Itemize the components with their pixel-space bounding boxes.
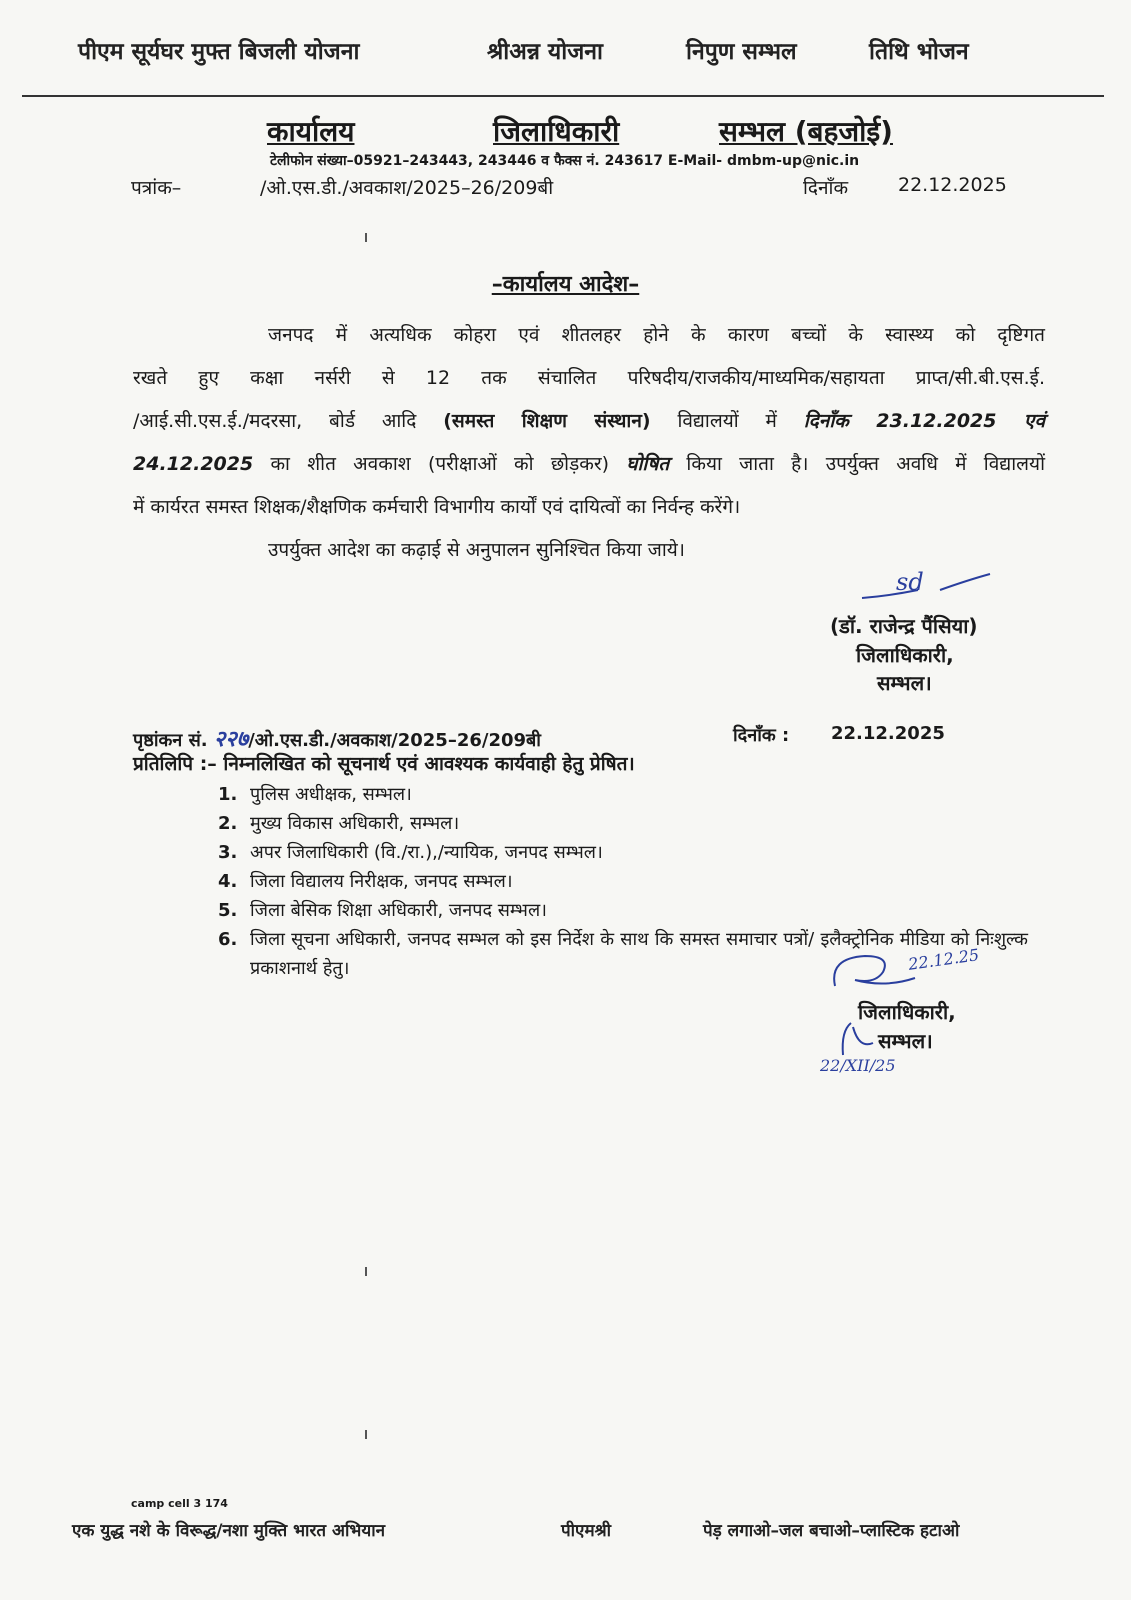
scan-speck — [365, 1267, 367, 1276]
endorsement-date-label: दिनाँक : — [733, 725, 790, 746]
order-body — [133, 314, 1045, 572]
handwritten-date-2: 22/XII/25 — [820, 1056, 896, 1075]
handwritten-dispatch-no: २२७ — [213, 726, 249, 752]
contact-info: टेलीफोन संख्या–05921–243443, 243446 व फैक्स नं. 243617 E-Mail- dmbm-up@nic.in — [270, 153, 860, 169]
office-designation: जिलाधिकारी — [493, 115, 620, 148]
signatory2-designation: जिलाधिकारी, — [858, 1000, 956, 1024]
copy-line: प्रतिलिपि :– निम्नलिखित को सूचनार्थ एवं आवश्यक कार्यवाही हेतु प्रेषित। — [133, 753, 635, 775]
endorsement-date: 22.12.2025 — [831, 723, 945, 744]
scan-speck — [365, 233, 367, 242]
scan-speck — [365, 1430, 367, 1439]
footer-slogan-environment: पेड़ लगाओ–जल बचाओ–प्लास्टिक हटाओ — [703, 1521, 960, 1541]
list-item: 6. जिला सूचना अधिकारी, जनपद सम्भल को इस निर्देश के साथ कि समस्त समाचार पत्रों/ इलैक्ट्रोनिक मीडिया को निःशुल्क प्रकाशनार्थ हेतु। — [218, 929, 1028, 979]
ref-number: /ओ.एस.डी./अवकाश/2025–26/209बी — [260, 177, 554, 199]
list-item: 1. पुलिस अधीक्षक, सम्भल। — [218, 784, 412, 805]
ref-date-label: दिनाँक — [803, 177, 849, 199]
scheme-tithi-bhojan: तिथि भोजन — [869, 39, 969, 65]
order-line-3: /आई.सी.एस.ई./मदरसा, बोर्ड आदि (समस्त शिक्षण संस्थान) विद्यालयों में दिनाँक 23.12.2025 एवं — [133, 410, 1046, 432]
order-heading: –कार्यालय आदेश– — [491, 272, 640, 297]
footer-slogan-nasha: एक युद्ध नशे के विरूद्ध/नशा मुक्ति भारत अभियान — [72, 1521, 386, 1541]
handwritten-date: 22.12.25 — [907, 945, 981, 974]
order-line-2: रखते हुए कक्षा नर्सरी से 12 तक संचालित परिषदीय/राजकीय/माध्यमिक/सहायता प्राप्त/सी.बी.एस.ई. — [133, 367, 1045, 389]
order-line-5: में कार्यरत समस्त शिक्षक/शैक्षणिक कर्मचारी विभागीय कार्यों एवं दायित्वों का निर्वन्ह करेंगे। — [133, 496, 741, 518]
signatory-designation: जिलाधिकारी, — [856, 643, 954, 667]
ref-label: पत्रांक– — [131, 177, 182, 199]
office-place: सम्भल (बहजोई) — [719, 115, 893, 148]
list-item: 5. जिला बेसिक शिक्षा अधिकारी, जनपद सम्भल। — [218, 900, 547, 921]
order-line-6: उपर्युक्त आदेश का कढ़ाई से अनुपालन सुनिश्चित किया जाये। — [268, 539, 685, 561]
scheme-suryaghar: पीएम सूर्यघर मुफ्त बिजली योजना — [78, 39, 360, 65]
list-item: 2. मुख्य विकास अधिकारी, सम्भल। — [218, 813, 460, 834]
signature-stroke — [858, 568, 993, 608]
scheme-nipun: निपुण सम्भल — [686, 39, 797, 65]
signatory2-place: सम्भल। — [878, 1029, 933, 1053]
order-line-1: जनपद में अत्यधिक कोहरा एवं शीतलहर होने के कारण बच्चों के स्वास्थ्य को दृष्टिगत — [268, 324, 1045, 346]
signature-mark: sd — [896, 568, 924, 596]
footer-slogan-pmshri: पीएमश्री — [561, 1521, 612, 1541]
list-item: 4. जिला विद्यालय निरीक्षक, जनपद सम्भल। — [218, 871, 513, 892]
header-divider — [22, 95, 1104, 97]
office-word: कार्यालय — [267, 115, 355, 148]
order-line-4: 24.12.2025 का शीत अवकाश (परीक्षाओं को छोड़कर) घोषित किया जाता है। उपर्युक्त अवधि में विद्यालयों — [133, 453, 1045, 475]
endorsement-line: पृष्ठांकन सं. २२७/ओ.एस.डी./अवकाश/2025–26/209बी — [133, 726, 541, 752]
scheme-shreeann: श्रीअन्न योजना — [487, 39, 604, 65]
initials-stroke — [835, 1015, 880, 1060]
list-item: 3. अपर जिलाधिकारी (वि./रा.),/न्यायिक, जनपद सम्भल। — [218, 842, 603, 863]
signatory-place: सम्भल। — [877, 671, 932, 695]
signatory-name: (डॉ. राजेन्द्र पैंसिया) — [830, 614, 978, 638]
camp-cell: camp cell 3 174 — [131, 1497, 228, 1510]
ref-date: 22.12.2025 — [898, 174, 1007, 196]
